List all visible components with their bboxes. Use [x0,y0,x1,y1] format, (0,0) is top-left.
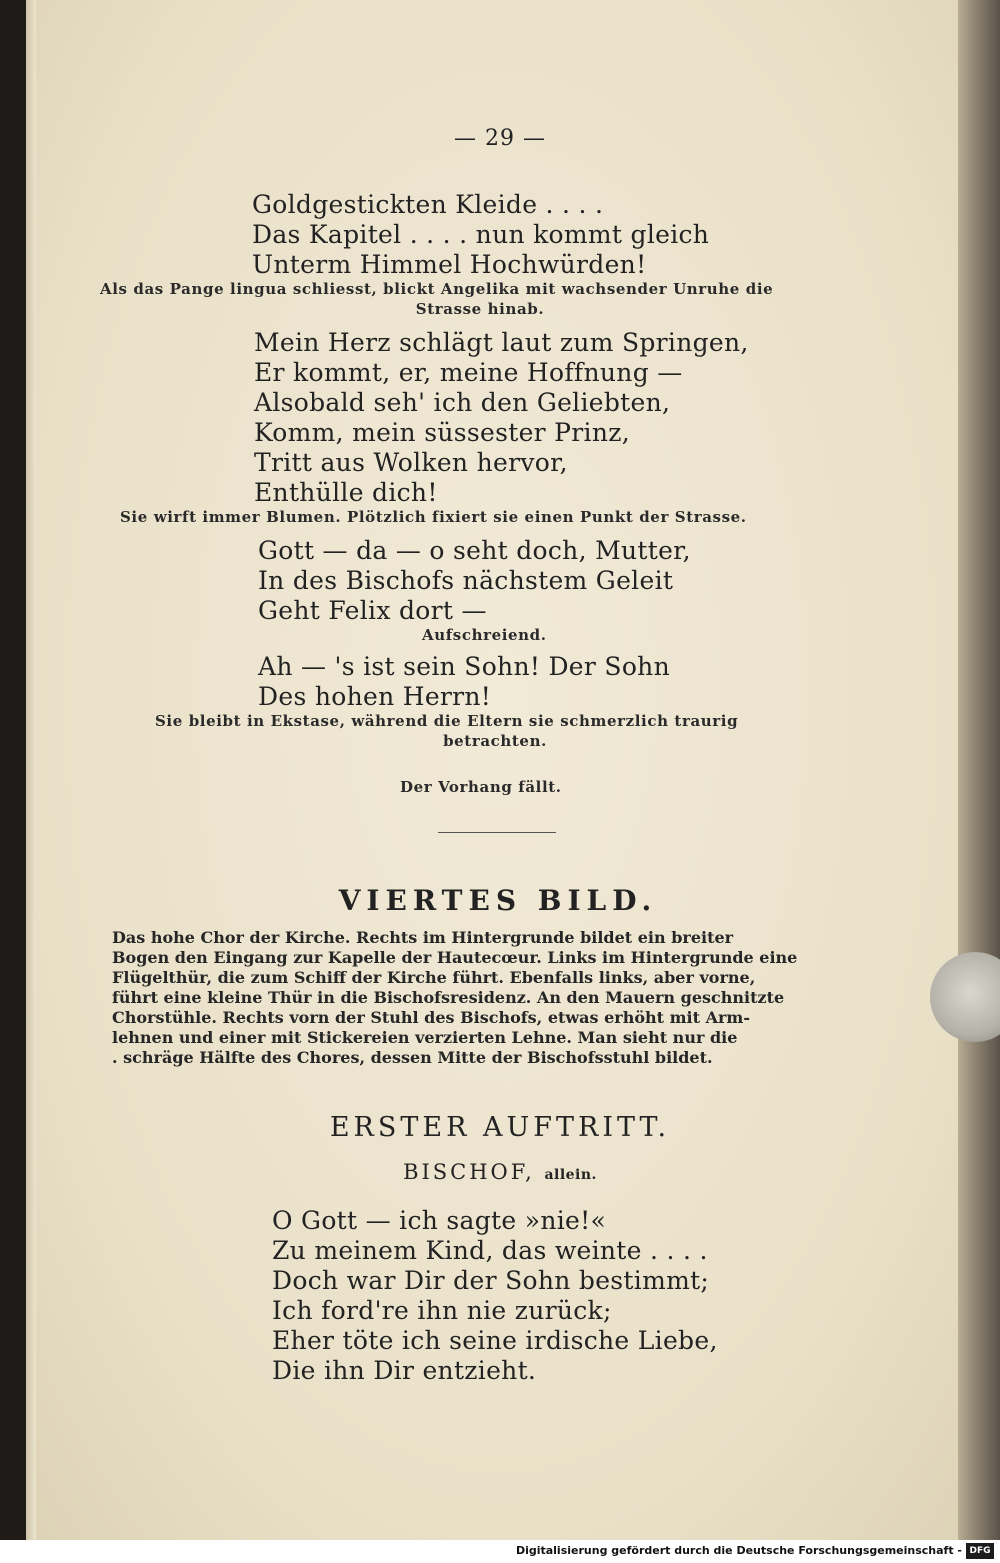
stage-direction: Sie bleibt in Ekstase, während die Eltern sie schmerzlich traurig [155,712,739,730]
description-line: Flügelthür, die zum Schiff der Kirche führt. Ebenfalls links, aber vorne, [112,968,756,987]
section-title: VIERTES BILD. [338,884,658,917]
funding-note: Digitalisierung gefördert durch die Deutsche Forschungsgemeinschaft - [515,1544,962,1557]
verse-line: Doch war Dir der Sohn bestimmt; [272,1266,710,1295]
verse-line: Gott — da — o seht doch, Mutter, [258,536,691,565]
description-line: lehnen und einer mit Stickereien verzierten Lehne. Man sieht nur die [112,1028,738,1047]
stage-direction: Als das Pange lingua schliesst, blickt Angelika mit wachsender Unruhe die [100,280,774,298]
speaker-name: BISCHOF, [403,1160,535,1184]
footer-bar [0,1540,1000,1563]
verse-line: Ah — 's ist sein Sohn! Der Sohn [258,652,670,681]
stage-direction: Der Vorhang fällt. [400,778,562,796]
verse-line: Tritt aus Wolken hervor, [254,448,568,477]
verse-line: In des Bischofs nächstem Geleit [258,566,674,595]
description-line: . schräge Hälfte des Chores, dessen Mitte der Bischofsstuhl bildet. [112,1048,713,1067]
page-number: — 29 — [454,126,546,151]
verse-line: Unterm Himmel Hochwürden! [252,250,647,279]
verse-line: Mein Herz schlägt laut zum Springen, [254,328,749,357]
verse-line: Alsobald seh' ich den Geliebten, [254,388,671,417]
verse-line: Die ihn Dir entzieht. [272,1356,537,1385]
verse-line: Goldgestickten Kleide . . . . [252,190,604,219]
verse-line: Zu meinem Kind, das weinte . . . . [272,1236,708,1265]
verse-line: Eher töte ich seine irdische Liebe, [272,1326,718,1355]
verse-line: O Gott — ich sagte »nie!« [272,1206,607,1235]
stage-direction: Strasse hinab. [415,300,545,318]
description-line: Das hohe Chor der Kirche. Rechts im Hintergrunde bildet ein breiter [112,928,734,947]
description-line: Bogen den Eingang zur Kapelle der Hautecœur. Links im Hintergrunde eine [112,948,798,967]
dfg-logo: DFG [966,1543,994,1559]
description-line: führt eine kleine Thür in die Bischofsresidenz. An den Mauern geschnitzte [112,988,785,1007]
stage-direction: Aufschreiend. [422,626,547,644]
verse-line: Ich ford're ihn nie zurück; [272,1296,612,1325]
description-line: Chorstühle. Rechts vorn der Stuhl des Bischofs, etwas erhöht mit Arm- [112,1008,750,1027]
verse-line: Des hohen Herrn! [258,682,492,711]
scene-description [112,928,884,1068]
scene-title: ERSTER AUFTRITT. [329,1112,671,1143]
section-divider [438,832,556,833]
verse-line: Er kommt, er, meine Hoffnung — [254,358,683,387]
page-gutter [26,0,36,1540]
verse-line: Enthülle dich! [254,478,438,507]
speaker-note: allein. [544,1167,597,1183]
stage-direction: Sie wirft immer Blumen. Plötzlich fixiert sie einen Punkt der Strasse. [120,508,747,526]
stage-direction: betrachten. [443,732,547,750]
speaker-line [0,1160,1000,1184]
verse-line: Das Kapitel . . . . nun kommt gleich [252,220,710,249]
verse-line: Komm, mein süssester Prinz, [254,418,630,447]
verse-line: Geht Felix dort — [258,596,487,625]
page-edge [958,0,1000,1540]
